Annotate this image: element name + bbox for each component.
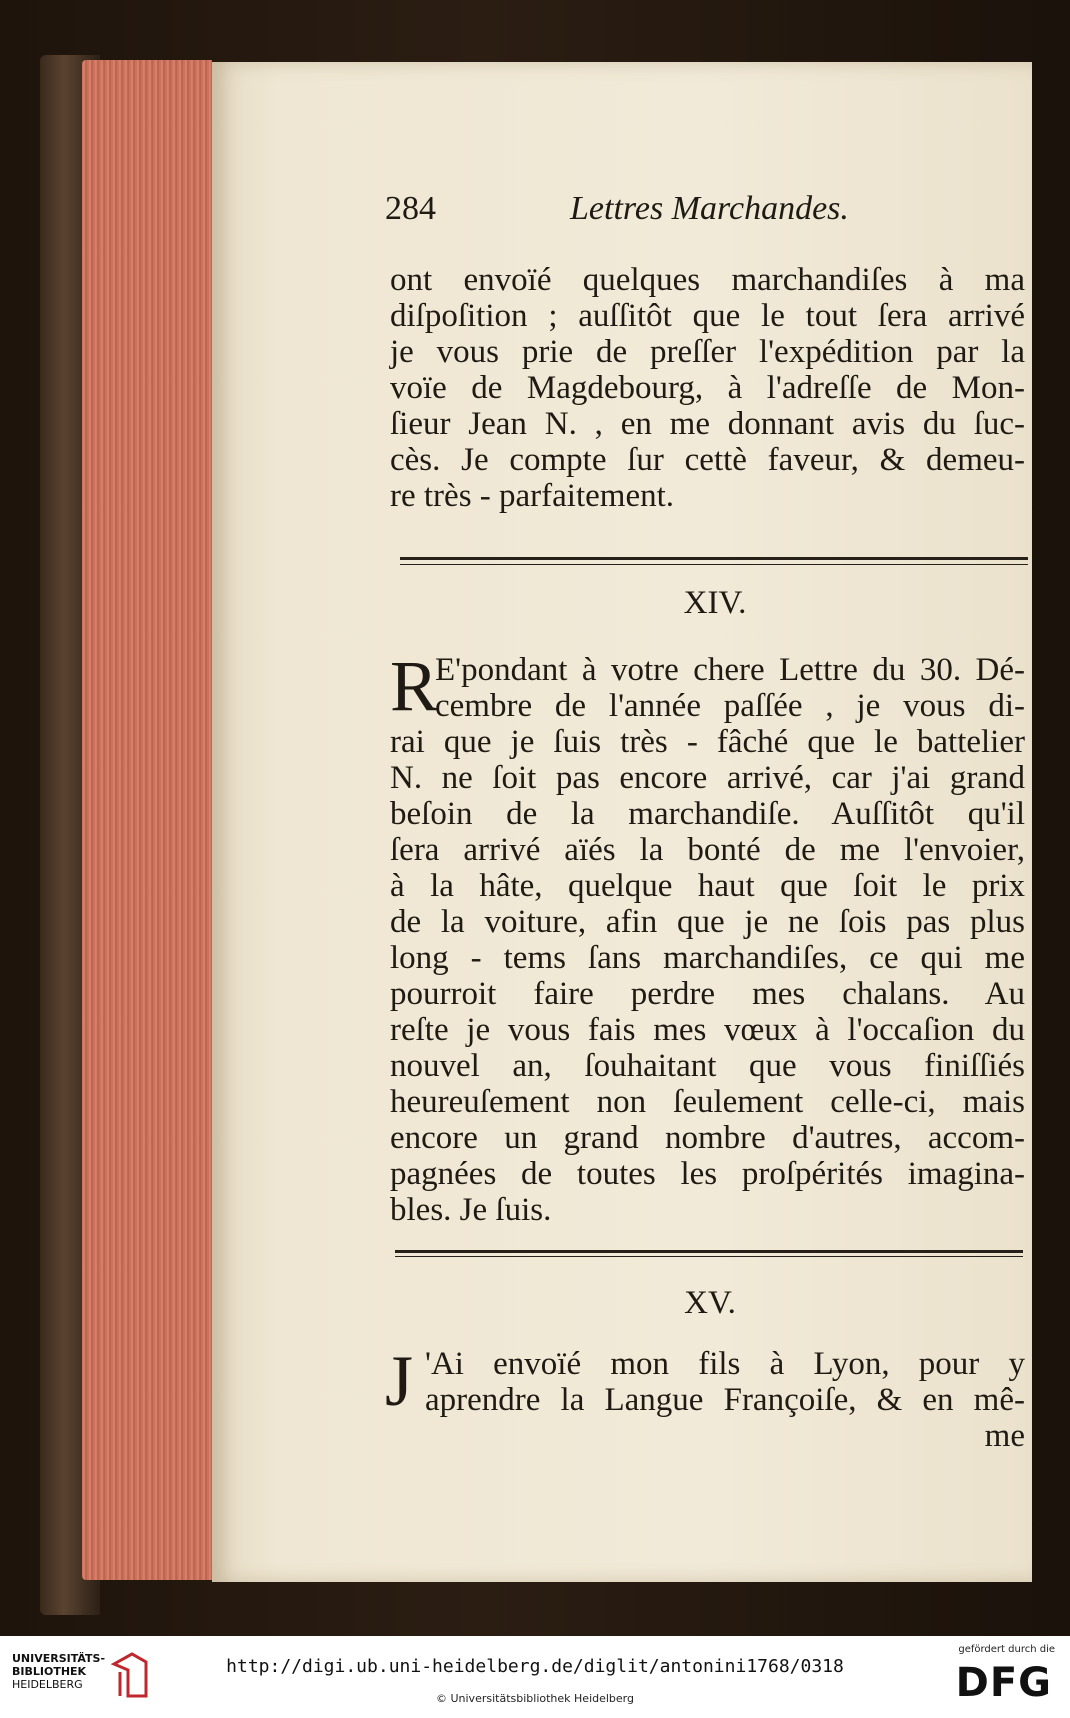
text-line: à la hâte, quelque haut que ſoit le prix [390,868,1025,904]
letter-number-xv: XV. [684,1285,736,1321]
text-line: heureuſement non ſeulement celle-ci, mais [390,1084,1025,1120]
drop-cap-r: R [390,646,439,726]
library-name-line: HEIDELBERG [12,1678,83,1691]
running-header [385,190,915,230]
text-line: rai que je ſuis très - fâché que le battelier [390,724,1025,760]
letter-14-body [390,724,1025,1228]
text-line: cembre de l'année paſſée , je vous di- [435,688,1025,724]
running-title: Lettres Marchandes. [570,190,849,227]
library-name-line: BIBLIOTHEK [12,1665,87,1678]
letter-15-body [425,1346,1025,1454]
drop-cap-j: J [385,1341,414,1421]
text-line: je vous prie de preſſer l'expédition par la [390,334,1025,370]
text-line: re très - parfaitement. [390,478,675,514]
text-line: N. ne ſoit pas encore arrivé, car j'ai grand [390,760,1025,796]
dfg-logo: DFG [955,1660,1052,1706]
permalink-url[interactable]: http://digi.ub.uni-heidelberg.de/diglit/antonini1768/0318 [226,1656,844,1677]
section-rule [400,557,1028,560]
text-line: cès. Je compte ſur cettè faveur, & demeu- [390,442,1025,478]
catchword: me [984,1418,1025,1454]
text-line: bles. Je ſuis. [390,1192,552,1228]
text-line: beſoin de la marchandiſe. Auſſitôt qu'il [390,796,1025,832]
library-name-line: UNIVERSITÄTS- [12,1652,106,1665]
section-rule-thin [400,564,1028,565]
text-line: 'Ai envoïé mon fils à Lyon, pour y [425,1346,1025,1382]
text-line: de la voiture, afin que je ne ſois pas plus [390,904,1025,940]
text-line: ont envoïé quelques marchandiſes à ma [390,262,1025,298]
page-edges [82,60,212,1580]
funder-note: gefördert durch die [958,1644,1055,1655]
text-line: aprendre la Langue Françoiſe, & en mê- [425,1382,1025,1418]
text-line: voïe de Magdebourg, à l'adreſſe de Mon- [390,370,1025,406]
text-line: pagnées de toutes les proſpérités imagina- [390,1156,1025,1192]
section-rule-thin [395,1256,1023,1257]
section-rule [395,1250,1023,1253]
text-line: E'pondant à votre chere Lettre du 30. Dé- [435,652,1025,688]
copyright-notice: © Universitätsbibliothek Heidelberg [435,1692,634,1705]
letter-number-xiv: XIV. [683,585,747,621]
paragraph-continuation [390,262,1025,514]
text-line: encore un grand nombre d'autres, accom- [390,1120,1025,1156]
text-line: ſieur Jean N. , en me donnant avis du ſuc- [390,406,1025,442]
text-line: long - tems ſans marchandiſes, ce qui me [390,940,1025,976]
text-line: ſera arrivé aïés la bonté de me l'envoier, [390,832,1025,868]
text-line: reſte je vous fais mes vœux à l'occaſion du [390,1012,1025,1048]
text-line: nouvel an, ſouhaitant que vous finiſſiés [390,1048,1025,1084]
letter-14-first-line [435,652,1025,724]
page-number: 284 [385,190,436,227]
viewer-footer [0,1636,1070,1718]
text-line: diſpoſition ; auſſitôt que le tout ſera arrivé [390,298,1025,334]
text-line: pourroit faire perdre mes chalans. Au [390,976,1025,1012]
